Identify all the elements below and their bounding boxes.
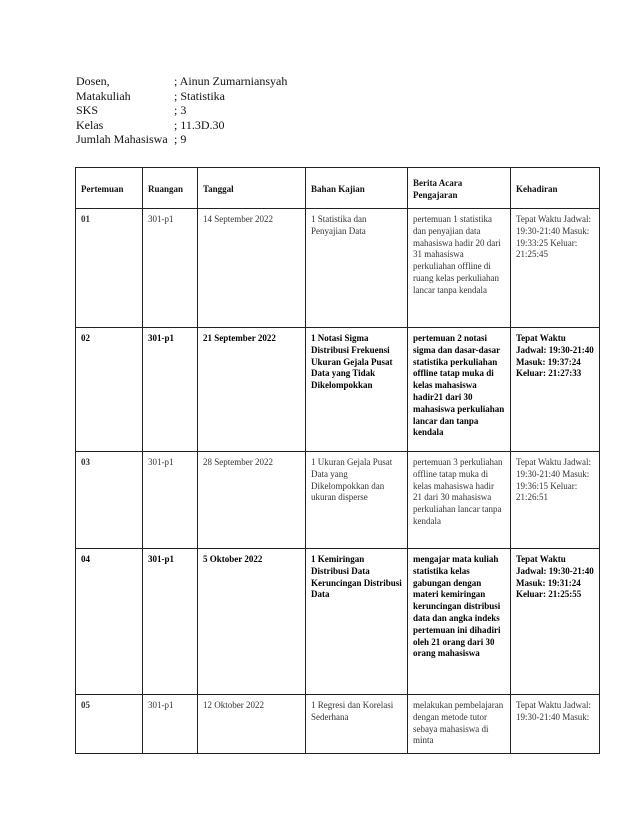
info-value: ; 9 <box>174 132 187 146</box>
header-tanggal: Tanggal <box>198 168 306 209</box>
info-label: SKS <box>76 103 99 117</box>
cell-berita-acara: pertemuan 1 statistika dan penyajian data mahasiswa hadir 20 dari 31 mahasiswa perkuliahan offline di ruang kelas perkuliahan lancar tanpa kendala <box>408 209 511 328</box>
meeting-table <box>75 167 600 754</box>
cell-bahan-kajian: 1 Ukuran Gejala Pusat Data yang Dikelompokkan dan ukuran disperse <box>306 452 408 549</box>
cell-pertemuan: 03 <box>76 452 143 549</box>
info-label: Dosen, <box>76 74 110 88</box>
info-row-dosen <box>76 74 287 89</box>
cell-kehadiran: Tepat Waktu Jadwal: 19:30-21:40 Masuk: 19:37:24 Keluar: 21:27:33 <box>511 328 600 452</box>
cell-berita-acara: melakukan pembelajaran dengan metode tutor sebaya mahasiswa di minta <box>408 695 511 754</box>
cell-pertemuan: 05 <box>76 695 143 754</box>
table-row <box>76 452 600 549</box>
info-label: Kelas <box>76 117 104 132</box>
cell-ruangan: 301-p1 <box>143 695 198 754</box>
course-info <box>76 74 287 147</box>
cell-tanggal: 28 September 2022 <box>198 452 306 549</box>
cell-kehadiran: Tepat Waktu Jadwal: 19:30-21:40 Masuk: <box>511 695 600 754</box>
header-berita-acara: Berita Acara Pengajaran <box>408 168 511 209</box>
info-row-kelas <box>76 118 287 133</box>
header-bahan-kajian: Bahan Kajian <box>306 168 408 209</box>
info-label: Matakuliah <box>76 88 131 103</box>
info-value: ; Ainun Zumarniansyah <box>174 74 288 88</box>
info-row-jumlah <box>76 132 287 147</box>
cell-berita-acara: pertemuan 3 perkuliahan offline tatap muka di kelas mahasiswa hadir 21 dari 30 mahasiswa perkuliahan lancar tanpa kendala <box>408 452 511 549</box>
info-value: ; Statistika <box>174 88 225 103</box>
cell-kehadiran: Tepat Waktu Jadwal: 19:30-21:40 Masuk: 19:33:25 Keluar: 21:25:45 <box>511 209 600 328</box>
table-row <box>76 549 600 695</box>
cell-ruangan: 301-p1 <box>143 328 198 452</box>
cell-berita-acara: pertemuan 2 notasi sigma dan dasar-dasar statistika perkuliahan offline tatap muka di kelas mahasiswa hadir21 dari 30 mahasiswa perkuliahan lancar dan tanpa kendala <box>408 328 511 452</box>
info-row-sks <box>76 103 287 118</box>
cell-pertemuan: 02 <box>76 328 143 452</box>
cell-kehadiran: Tepat Waktu Jadwal: 19:30-21:40 Masuk: 19:36:15 Keluar: 21:26:51 <box>511 452 600 549</box>
cell-pertemuan: 04 <box>76 549 143 695</box>
table-row <box>76 209 600 328</box>
cell-ruangan: 301-p1 <box>143 452 198 549</box>
info-label: Jumlah Mahasiswa <box>76 132 168 146</box>
cell-bahan-kajian: 1 Regresi dan Korelasi Sederhana <box>306 695 408 754</box>
table-row <box>76 695 600 754</box>
cell-tanggal: 14 September 2022 <box>198 209 306 328</box>
info-row-matakuliah <box>76 89 287 104</box>
cell-pertemuan: 01 <box>76 209 143 328</box>
header-kehadiran: Kehadiran <box>511 168 600 209</box>
info-value: ; 11.3D.30 <box>174 117 225 132</box>
cell-ruangan: 301-p1 <box>143 549 198 695</box>
table-header-row <box>76 168 600 209</box>
cell-tanggal: 12 Oktober 2022 <box>198 695 306 754</box>
cell-bahan-kajian: 1 Notasi Sigma Distribusi Frekuensi Ukuran Gejala Pusat Data yang Tidak Dikelompokkan <box>306 328 408 452</box>
cell-ruangan: 301-p1 <box>143 209 198 328</box>
header-pertemuan: Pertemuan <box>76 168 143 209</box>
cell-tanggal: 21 September 2022 <box>198 328 306 452</box>
cell-bahan-kajian: 1 Kemiringan Distribusi Data Keruncingan Distribusi Data <box>306 549 408 695</box>
header-ruangan: Ruangan <box>143 168 198 209</box>
cell-tanggal: 5 Oktober 2022 <box>198 549 306 695</box>
cell-bahan-kajian: 1 Statistika dan Penyajian Data <box>306 209 408 328</box>
cell-berita-acara: mengajar mata kuliah statistika kelas gabungan dengan materi kemiringan keruncingan distribusi data dan angka indeks pertemuan ini dihadiri oleh 21 orang dari 30 orang mahasiswa <box>408 549 511 695</box>
info-value: ; 3 <box>174 103 187 117</box>
table-row <box>76 328 600 452</box>
cell-kehadiran: Tepat Waktu Jadwal: 19:30-21:40 Masuk: 19:31:24 Keluar: 21:25:55 <box>511 549 600 695</box>
